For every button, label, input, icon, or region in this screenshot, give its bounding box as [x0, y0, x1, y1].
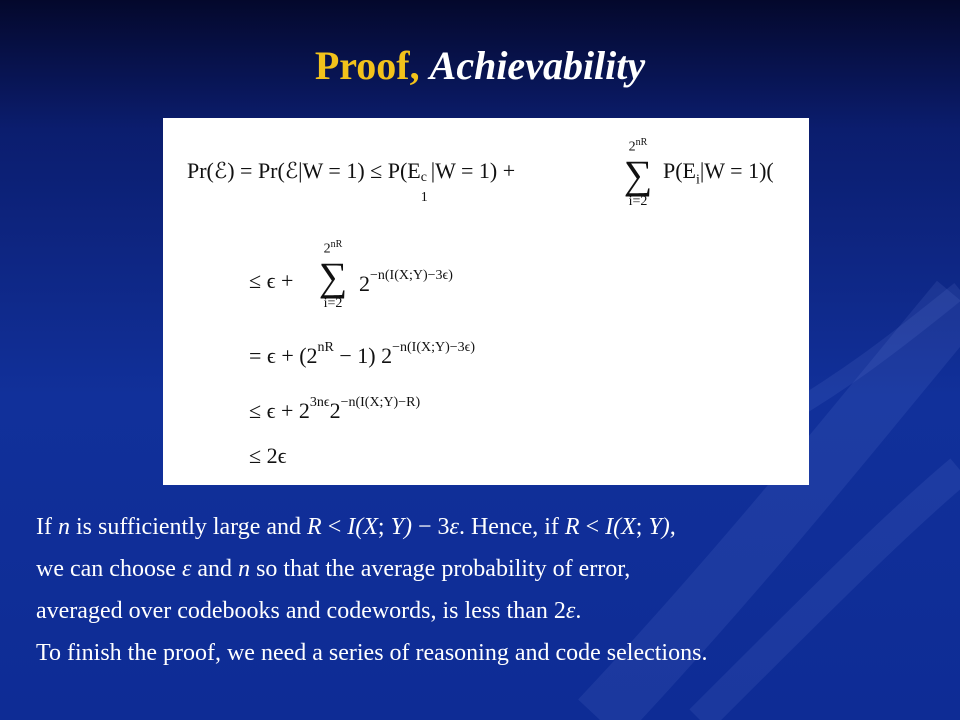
- body-paragraph-3: averaged over codebooks and codewords, is less than 2ε.: [36, 598, 582, 624]
- sum2-lower: i=2: [323, 295, 343, 311]
- formula-line4-exp1: 3nϵ: [309, 395, 330, 410]
- formula-line-2-term: [359, 268, 453, 297]
- body-paragraph-1: If n is sufficiently large and R < I(X; Y) − 3ε. Hence, if R < I(X; Y),: [36, 514, 676, 540]
- body-text: [36, 506, 936, 674]
- formula-line4-mid: 2: [329, 398, 341, 423]
- formula-line4-exp2: −n(I(X;Y)−R): [340, 395, 421, 410]
- sum1-upper: $2^{nR}$: [628, 137, 648, 155]
- formula-line1-sup: c: [420, 170, 427, 185]
- formula-line-3: [249, 340, 475, 369]
- sum2-upper: $2^{nR}$: [323, 239, 343, 257]
- formula-line-1: [187, 158, 516, 205]
- sum1-lower: i=2: [628, 193, 648, 209]
- formula-line3-exp1: nR: [317, 340, 334, 355]
- formula-line-1-rhs: [663, 158, 774, 188]
- body-paragraph-4: To finish the proof, we need a series of reasoning and code selections.: [36, 640, 708, 666]
- formula-line1-mid: |W = 1) +: [430, 158, 516, 183]
- formula-line-4: [249, 395, 420, 424]
- title-achievability: Achievability: [429, 43, 646, 88]
- formula-line1-rhs: P(E: [663, 158, 696, 183]
- body-paragraph-2: we can choose ε and n so that the average probability of error,: [36, 556, 631, 582]
- sum-symbol-2: $2^{nR}$ ∑ i=2: [313, 238, 353, 311]
- formula-line2-exp: −n(I(X;Y)−3ϵ): [370, 268, 453, 283]
- formula-line1-lhs: Pr(ℰ) = Pr(ℰ|W = 1) ≤ P(E: [187, 158, 421, 183]
- formula-line1-rhs-sub: i: [696, 172, 700, 188]
- formula-line1-rhs-tail: |W = 1)(: [699, 158, 774, 183]
- formula-line2-term: 2: [359, 271, 370, 296]
- formula-line3-lhs: = ϵ + (2: [249, 343, 318, 368]
- formula-line-5: [249, 443, 286, 469]
- formula-line3-mid: − 1) 2: [333, 343, 393, 368]
- title-proof: Proof,: [314, 43, 420, 88]
- slide-title: [0, 42, 960, 89]
- formula-line1-sub: 1: [420, 190, 428, 205]
- formula-image: [163, 118, 809, 485]
- formula-line5: ≤ 2ϵ: [249, 443, 287, 468]
- sum-symbol-1: $2^{nR}$ ∑ i=2: [618, 136, 658, 209]
- formula-line-2: [249, 268, 293, 294]
- formula-line2-lhs: ≤ ϵ +: [249, 268, 294, 293]
- formula-line4-lhs: ≤ ϵ + 2: [249, 398, 310, 423]
- formula-line3-exp2: −n(I(X;Y)−3ϵ): [392, 340, 476, 355]
